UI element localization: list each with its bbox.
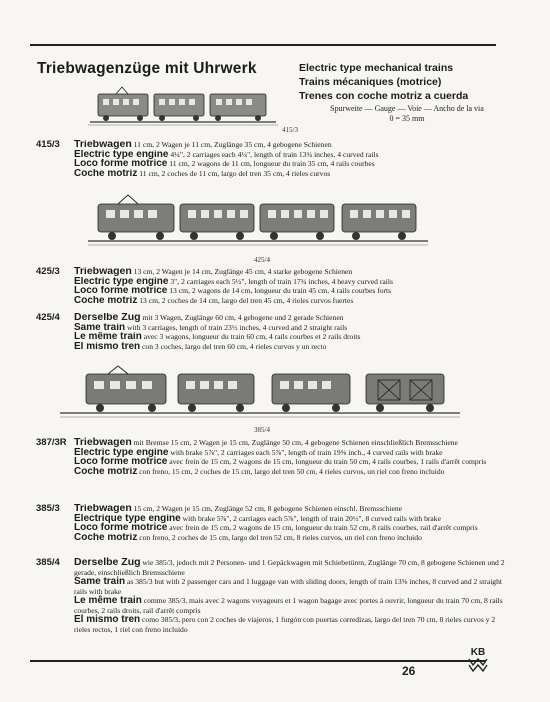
entry-heading-fr: Le même train [74,332,142,342]
gauge-line-2: 0 = 35 mm [389,114,425,123]
entry-text-de: mit 3 Wagen, Zuglänge 60 cm, 4 gebogene und 2 gerade Schienen [140,313,344,322]
entry-text-de: mit Bremse 15 cm, 2 Wagen je 15 cm, Zuglänge 50 cm, 4 gebogene Schienen einschließlich Bremsschiene [131,438,458,447]
entry-heading-es: El mismo tren [74,341,141,351]
entry-heading-en: Electrique type engine [74,513,181,523]
catalog-entry-385-4 [74,558,506,634]
catalog-entry-385-3 [74,504,506,542]
entry-text-en: as 385/3 but with 2 passenger cars and 1 luggage van with sliding doors, length of train 13⅝ inches, 8 curved and 2 straight rails with brake [74,577,503,596]
entry-text-es: con freno, 2 coches de 15 cm, largo del tren 52 cm, 8 rieles curvos, un riel con freno incluido [137,532,422,542]
entry-heading-fr: Loco forme motrice [74,456,168,467]
kb-logo-icon [466,644,490,674]
entry-text-es: 11 cm, 2 coches de 11 cm, largo del tren 35 cm, 4 rieles curvos [137,168,331,178]
entry-heading-en: Electric type engine [74,149,169,159]
entry-text-en: with brake 5⅞", 2 carriages each 5⅞", length of train 19⅝ inch., 4 curved rails with brake [168,447,443,457]
entry-text-fr: 13 cm, 2 wagons de 14 cm, longueur du train 45 cm, 4 rails courbes forts [167,286,392,295]
train-illustration-415-3 [88,86,278,130]
item-number: 425/3 [36,266,60,277]
logo-text: KB [470,647,486,658]
gauge-note [312,104,502,124]
entry-heading-de: Derselbe Zug [74,313,141,323]
entry-heading-en: Same train [74,322,126,332]
entry-heading-en: Same train [74,576,126,587]
catalog-entry-425-3 [74,267,506,305]
entry-text-de: 13 cm, 2 Wagen je 14 cm, Zuglänge 45 cm, 4 starke gebogene Schienen [131,267,353,276]
entry-heading-es: Coche motriz [74,295,138,305]
entry-heading-es: El mismo tren [74,614,141,625]
entry-text-fr: comme 385/3, mais avec 2 wagons voyageurs et 1 wagon bagage avec portes à ouvrir, longueur du train 70 cm, 8 rails courbes, 2 rails droits, rail d'arrêt compris [74,596,503,615]
item-number: 385/3 [36,503,60,514]
entry-heading-de: Triebwagen [74,140,132,150]
entry-heading-es: Coche motriz [74,168,138,178]
entry-text-es: como 385/3, pero con 2 coches de viajeros, 1 furgón con puertas corredizas, largo del tren 70 cm, 8 rieles curvos y 2 rieles rectos, 1 riel con freno incluido [74,615,496,634]
entry-heading-fr: Le même train [74,595,142,606]
entry-heading-fr: Loco forme motrice [74,286,168,296]
entry-heading-fr: Loco forme motrice [74,522,168,533]
entry-heading-de: Triebwagen [74,267,132,277]
entry-heading-es: Coche motriz [74,466,138,476]
top-rule [30,44,496,46]
entry-heading-de: Triebwagen [74,504,132,514]
subtitle-french: Trains mécaniques (motrice) [299,76,442,88]
subtitle-spanish: Trenes con coche motriz a cuerda [299,90,469,102]
entry-text-fr: avec frein de 15 cm, 2 wagons de 15 cm, longueur du train 52 cm, 8 rails courbes, rail d'arrêt compris [167,523,478,532]
entry-text-es: con 3 coches, largo del tren 60 cm, 4 rieles curvos y un recto [140,341,327,351]
item-number: 425/4 [36,312,60,323]
catalog-entry-425-4 [74,313,506,351]
entry-heading-en: Electric type engine [74,276,169,286]
entry-text-en: with brake 5⅞", 2 carriages each 5⅞", length of train 20½", 8 curved rails with brake [180,513,441,523]
entry-text-de: 15 cm, 2 Wagen je 15 cm, Zuglänge 52 cm, 8 gebogene Schienen einschl. Bremsschiene [131,504,402,513]
figure-caption-385-4: 385/4 [254,426,270,434]
entry-text-fr: avec 3 wagons, longueur du train 60 cm, 4 rails courbes et 2 rails droits [141,332,361,341]
figure-caption-415-3: 415/3 [282,126,298,134]
entry-text-es: con freno, 15 cm, 2 coches de 15 cm, largo del tren 50 cm, 4 rieles curvos, un riel con freno incluido [137,466,445,476]
entry-text-es: 13 cm, 2 coches de 14 cm, largo del tren 45 cm, 4 rieles curvos fuertes [137,295,354,305]
bottom-rule [30,660,486,662]
entry-text-de: 11 cm, 2 Wagen je 11 cm, Zuglänge 35 cm, 4 gebogene Schienen [131,140,332,149]
subtitle-english: Electric type mechanical trains [299,62,454,74]
figure-caption-425-4: 425/4 [254,256,270,264]
entry-text-en: with 3 carriages, length of train 23½ inches, 4 curved and 2 straight rails [125,322,348,332]
entry-text-de: wie 385/3, jedoch mit 2 Personen- und 1 Gepäckwagen mit Schiebetüren, Zuglänge 70 cm, 8 gebogene Schienen und 2 gerade, einschließlich Bremsschiene [74,558,505,577]
entry-text-en: 4¼", 2 carriages each 4¼", length of train 13¾ inches, 4 curved rails [168,149,379,159]
item-number: 385/4 [36,557,60,568]
entry-text-en: 3", 2 carriages each 5½", length of train 17¾ inches, 4 heavy curved rails [168,276,393,286]
item-number: 415/3 [36,139,60,150]
entry-text-fr: 11 cm, 2 wagons de 11 cm, longueur du train 35 cm, 4 rails courbes [167,159,375,168]
entry-heading-fr: Loco forme motrice [74,159,168,169]
train-illustration-385-4 [60,364,460,424]
page-number: 26 [402,664,416,678]
gauge-line-1: Spurweite — Gauge — Voie — Ancho de la via [330,104,484,113]
entry-heading-de: Triebwagen [74,436,132,448]
entry-heading-en: Electric type engine [74,447,169,457]
entry-heading-de: Derselbe Zug [74,556,141,568]
entry-heading-es: Coche motriz [74,532,138,542]
entry-text-fr: avec frein de 15 cm, 2 wagons de 15 cm, longueur du train 50 cm, 4 rails courbes, 1 rails d'arrêt compris [167,457,487,466]
catalog-entry-415-3 [74,140,506,178]
page-title: Triebwagenzüge mit Uhrwerk [37,60,257,77]
item-number: 387/3R [36,437,67,448]
train-illustration-425-4 [88,192,428,256]
catalog-entry-387-3r [74,438,506,476]
